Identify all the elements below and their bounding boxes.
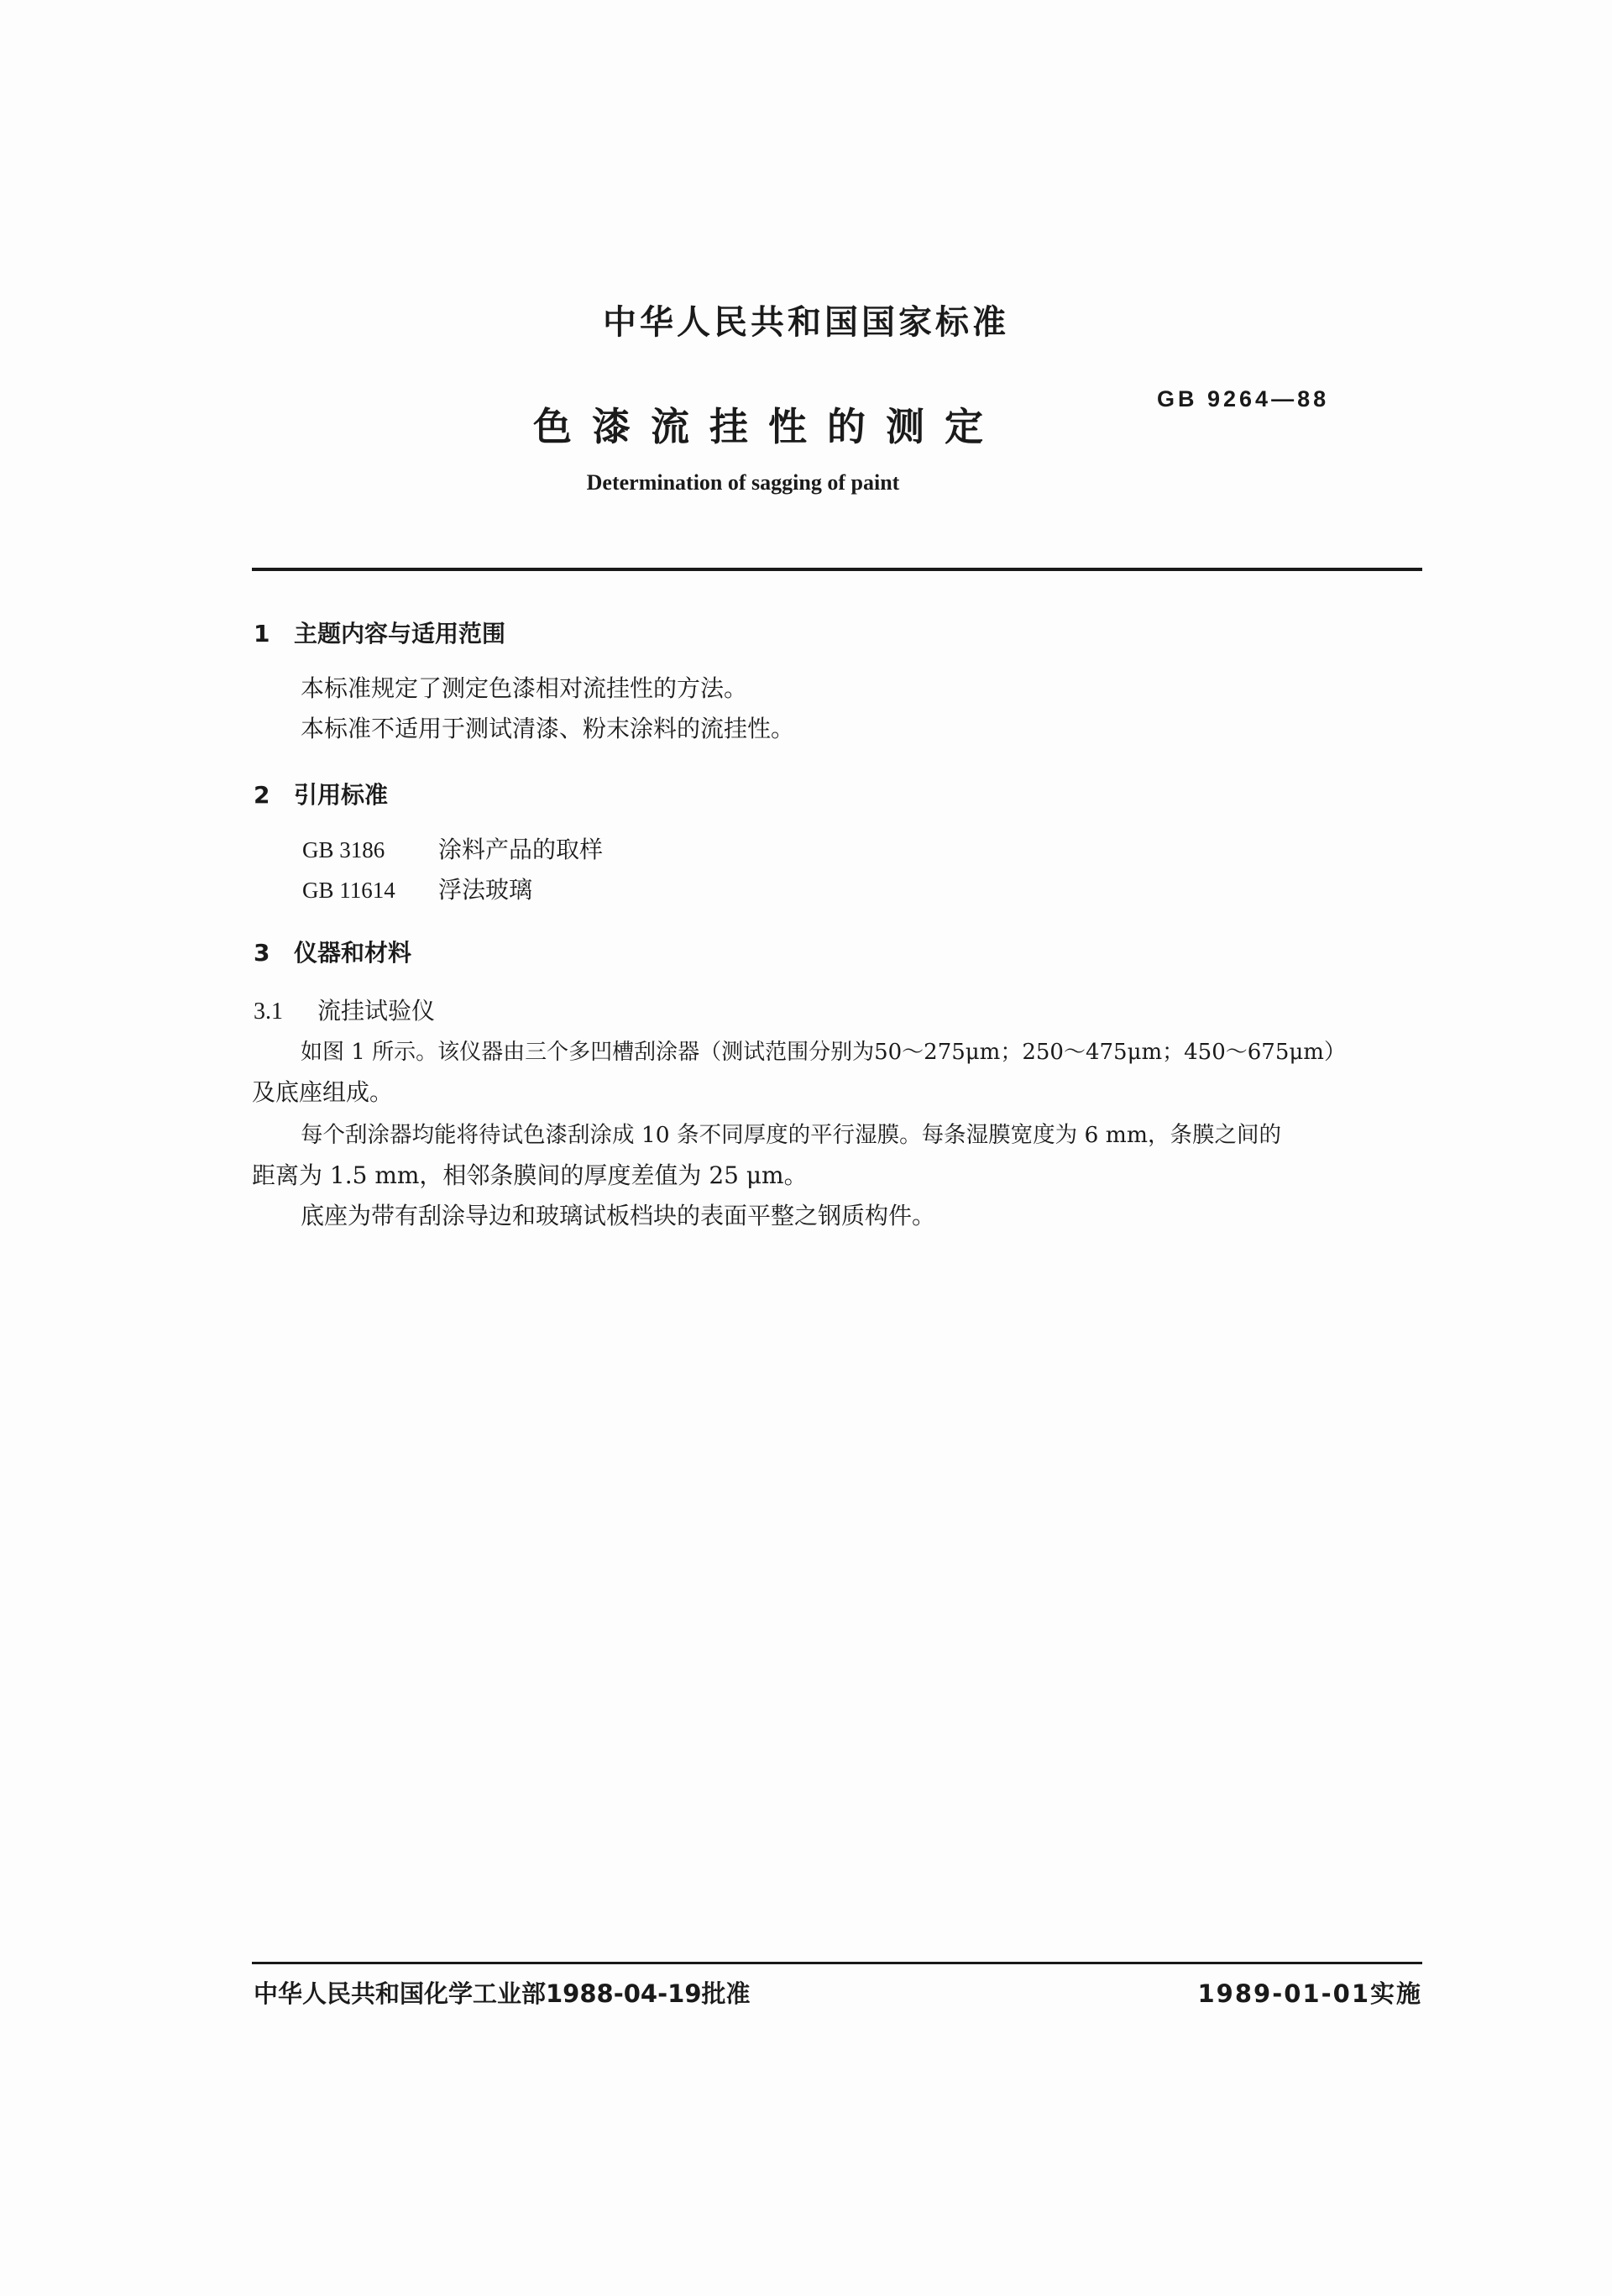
national-standard-label: 中华人民共和国国家标准: [603, 303, 1009, 342]
subsection-3-1-paragraph-1-line-1: 如图 1 所示。该仪器由三个多凹槽刮涂器（测试范围分别为50～275μm；250～475μm；450～675μm）: [301, 1040, 1346, 1065]
header-divider: [252, 568, 1422, 571]
section-1-number: 1: [254, 620, 270, 647]
reference-code: GB 11614: [302, 878, 395, 903]
section-1-title: 主题内容与适用范围: [294, 620, 506, 647]
section-3-number: 3: [254, 939, 270, 967]
reference-code: GB 3186: [302, 837, 385, 862]
subsection-3-1-number: 3.1: [254, 999, 283, 1025]
subsection-3-1-paragraph-1-line-2: 及底座组成。: [252, 1078, 394, 1106]
section-1-paragraph-1: 本标准规定了测定色漆相对流挂性的方法。: [301, 674, 748, 702]
subsection-3-1-paragraph-2-line-1: 每个刮涂器均能将待试色漆刮涂成 10 条不同厚度的平行湿膜。每条湿膜宽度为 6 mm，条膜之间的: [301, 1122, 1282, 1148]
section-2-title: 引用标准: [294, 781, 389, 809]
approval-info: 中华人民共和国化学工业部1988-04-19批准: [254, 1979, 751, 2008]
section-3-title: 仪器和材料: [294, 939, 412, 967]
reference-name: 浮法玻璃: [438, 876, 533, 904]
section-1-paragraph-2: 本标准不适用于测试清漆、粉末涂料的流挂性。: [301, 715, 795, 742]
effective-date: 1989-01-01实施: [1197, 1979, 1422, 2008]
section-2-number: 2: [254, 781, 270, 809]
document-title-en: Determination of sagging of paint: [586, 470, 900, 495]
reference-name: 涂料产品的取样: [438, 836, 604, 863]
section-3-heading: [254, 935, 411, 968]
section-1-heading: [254, 616, 505, 649]
section-2-heading: [254, 777, 388, 810]
standard-code: GB 9264—88: [1157, 386, 1330, 411]
subsection-3-1-title: 流挂试验仪: [317, 997, 436, 1025]
subsection-3-1-heading: [254, 993, 435, 1026]
subsection-3-1-paragraph-2-line-2: 距离为 1.5 mm，相邻条膜间的厚度差值为 25 μm。: [252, 1161, 808, 1189]
reference-item: [302, 833, 603, 867]
subsection-3-1-paragraph-3: 底座为带有刮涂导边和玻璃试板档块的表面平整之钢质构件。: [301, 1202, 936, 1229]
document-title-cn: 色漆流挂性的测定: [533, 404, 1003, 449]
footer-divider: [252, 1962, 1422, 1964]
reference-item: [302, 873, 532, 907]
